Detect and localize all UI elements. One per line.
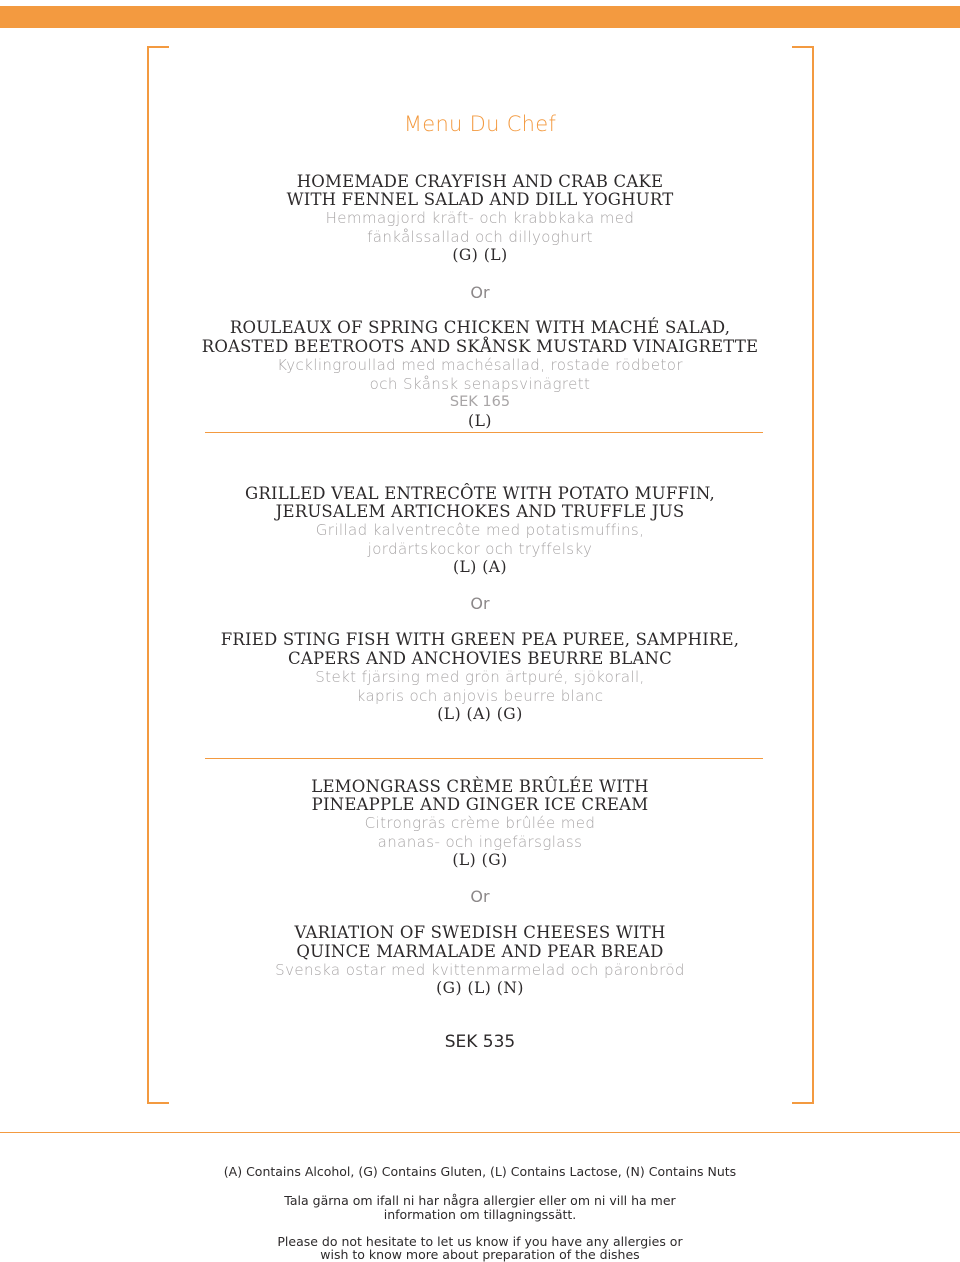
main2-en-line2: CAPERS AND ANCHOVIES BEURRE BLANC xyxy=(288,649,672,668)
dessert2-sv-line1: Svenska ostar med kvittenmarmelad och päronbröd xyxy=(275,961,685,979)
main1-sv-line1: Grillad kalventrecôte med potatismuffins, xyxy=(315,521,645,539)
main1-en-line2: JERUSALEM ARTICHOKES AND TRUFFLE JUS xyxy=(275,502,685,521)
main2-allergen-codes: (L) (A) (G) xyxy=(437,705,523,723)
starter2-price: SEK 165 xyxy=(449,394,511,410)
starter2-allergen-codes: (L) xyxy=(468,412,492,430)
dessert1-sv-line1: Citrongräs crème brûlée med xyxy=(364,814,596,832)
main2-sv-line2: kapris och anjovis beurre blanc xyxy=(356,687,604,705)
main1-sv-line2: jordärtskockor och tryffelsky xyxy=(367,540,593,558)
dessert1-en-line2: PINEAPPLE AND GINGER ICE CREAM xyxy=(311,795,649,814)
main-or-separator: Or xyxy=(470,594,490,613)
starter2-sv-line2: och Skånsk senapsvinägrett xyxy=(369,375,591,393)
dessert2-en-line1: VARIATION OF SWEDISH CHEESES WITH xyxy=(294,923,666,942)
starter1-sv-line1: Hemmagjord kräft- och krabbkaka med xyxy=(325,209,635,227)
course-divider-2 xyxy=(205,758,763,759)
top-accent-bar xyxy=(0,6,960,28)
starter2-sv-line1: Kycklingroullad med machésallad, rostade rödbetor xyxy=(277,356,683,374)
main2-en-line1: FRIED STING FISH WITH GREEN PEA PUREE, SAMPHIRE, xyxy=(220,630,740,649)
starter1-en-line1: HOMEMADE CRAYFISH AND CRAB CAKE xyxy=(296,172,664,191)
starter1-sv-line2: fänkålssallad och dillyoghurt xyxy=(367,228,593,246)
dessert2-en-line2: QUINCE MARMALADE AND PEAR BREAD xyxy=(296,942,664,961)
allergen-legend: (A) Contains Alcohol, (G) Contains Gluten, (L) Contains Lactose, (N) Contains Nuts xyxy=(223,1164,737,1179)
starter2-en-line2: ROASTED BEETROOTS AND SKÅNSK MUSTARD VINAIGRETTE xyxy=(201,337,759,356)
starter2-en-line1: ROULEAUX OF SPRING CHICKEN WITH MACHÉ SALAD, xyxy=(229,318,731,337)
starter1-allergen-codes: (G) (L) xyxy=(452,246,508,264)
main2-sv-line1: Stekt fjärsing med grön ärtpuré, sjökorall, xyxy=(315,668,645,686)
footer-divider xyxy=(0,1132,960,1133)
dessert1-allergen-codes: (L) (G) xyxy=(452,851,508,869)
dessert1-en-line1: LEMONGRASS CRÈME BRÛLÉE WITH xyxy=(311,777,649,796)
menu-total-price: SEK 535 xyxy=(444,1032,516,1052)
main1-en-line1: GRILLED VEAL ENTRECÔTE WITH POTATO MUFFIN, xyxy=(245,484,715,503)
starter1-en-line2: WITH FENNEL SALAD AND DILL YOGHURT xyxy=(286,190,674,209)
swedish-note-line1: Tala gärna om ifall ni har några allergier eller om ni vill ha mer xyxy=(284,1193,676,1208)
dessert2-allergen-codes: (G) (L) (N) xyxy=(436,979,524,997)
course-divider-1 xyxy=(205,432,763,433)
dessert-or-separator: Or xyxy=(470,887,490,906)
swedish-note-line2: information om tillagningssätt. xyxy=(383,1207,577,1222)
english-note-line2: wish to know more about preparation of the dishes xyxy=(320,1247,640,1262)
dessert1-sv-line2: ananas- och ingefärsglass xyxy=(377,833,583,851)
menu-title: Menu Du Chef xyxy=(403,112,557,136)
main1-allergen-codes: (L) (A) xyxy=(452,558,508,576)
english-note-line1: Please do not hesitate to let us know if you have any allergies or xyxy=(277,1234,683,1249)
starter-or-separator: Or xyxy=(470,283,490,302)
